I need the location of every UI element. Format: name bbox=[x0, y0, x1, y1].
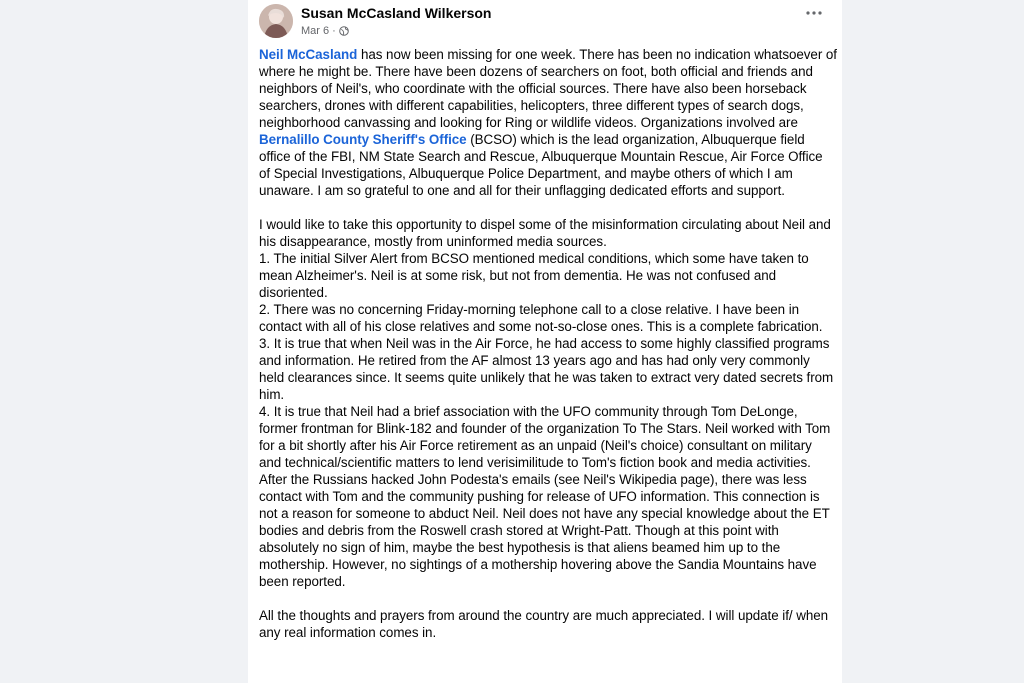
globe-icon[interactable] bbox=[339, 26, 349, 36]
meta-separator: · bbox=[332, 25, 336, 37]
post-paragraph-1 bbox=[259, 46, 837, 199]
post-meta bbox=[301, 25, 349, 37]
list-item: 4. It is true that Neil had a brief association with the UFO community through Tom DeLonge, former frontman for Blink-182 and founder of the organization To The Stars. Neil worked with Tom for a bit shortly after his Air Force retirement as an unpaid (Neil's choice) consultant on military and technical/scientific matters to lend verisimilitude to Tom's fiction book and media activities. After the Russians hacked John Podesta's emails (see Neil's Wikipedia page), there was less contact with Tom and the community pushing for release of UFO information. This connection is not a reason for someone to abduct Neil. Neil does not have any special knowledge about the ET bodies and debris from the Roswell crash stored at Wright-Patt. Though at this point with absolutely no sign of him, maybe the best hypothesis is that aliens beamed him up to the mothership. However, no sightings of a mothership hovering above the Sandia Mountains have been reported. bbox=[259, 404, 831, 589]
paragraph-text: (BCSO) which is the lead organization, Albuquerque field office of the FBI, NM State Search and Rescue, Albuquerque Mountain Rescue, Air Force Office of Special Investigations, Albuquerque Police Department, and maybe others of which I am unaware. I am so grateful to one and all for their unflagging dedicated efforts and support. bbox=[259, 132, 823, 198]
list-item: 2. There was no concerning Friday-morning telephone call to a close relative. I have been in contact with all of his close relatives and some not-so-close ones. This is a complete fabrication. bbox=[259, 302, 823, 334]
more-options-icon[interactable] bbox=[803, 4, 825, 22]
post-header bbox=[259, 4, 835, 44]
post-card bbox=[248, 0, 842, 683]
profile-photo-icon bbox=[259, 4, 293, 38]
paragraph-text: has now been missing for one week. There has been no indication whatsoever of where he might be. There have been dozens of searchers on foot, both official and friends and neighbors of Neil's, who coordinate with the official sources. There have also been horseback searchers, drones with different capabilities, helicopters, three different types of search dogs, neighborhood canvassing and looking for Ring or wildlife videos. Organizations involved are bbox=[259, 47, 837, 130]
mention-bcso[interactable]: Bernalillo County Sheriff's Office bbox=[259, 132, 467, 147]
post-body bbox=[259, 46, 837, 641]
avatar[interactable] bbox=[259, 4, 293, 38]
list-item: 3. It is true that when Neil was in the Air Force, he had access to some highly classified programs and information. He retired from the AF almost 13 years ago and has had only very commonly held clearances since. It seems quite unlikely that he was taken to extract very dated secrets from him. bbox=[259, 336, 834, 402]
post-paragraph-3: All the thoughts and prayers from around the country are much appreciated. I will update if/ when any real information comes in. bbox=[259, 608, 829, 640]
list-item: 1. The initial Silver Alert from BCSO mentioned medical conditions, which some have taken to mean Alzheimer's. Neil is at some risk, but not from dementia. He was not confused and disoriented. bbox=[259, 251, 809, 300]
mention-neil-mccasland[interactable]: Neil McCasland bbox=[259, 47, 358, 62]
post-date[interactable]: Mar 6 bbox=[301, 25, 330, 37]
post-paragraph-2-intro: I would like to take this opportunity to dispel some of the misinformation circulating about Neil and his disappearance, mostly from uninformed media sources. bbox=[259, 217, 831, 249]
post-author[interactable]: Susan McCasland Wilkerson bbox=[301, 5, 492, 21]
